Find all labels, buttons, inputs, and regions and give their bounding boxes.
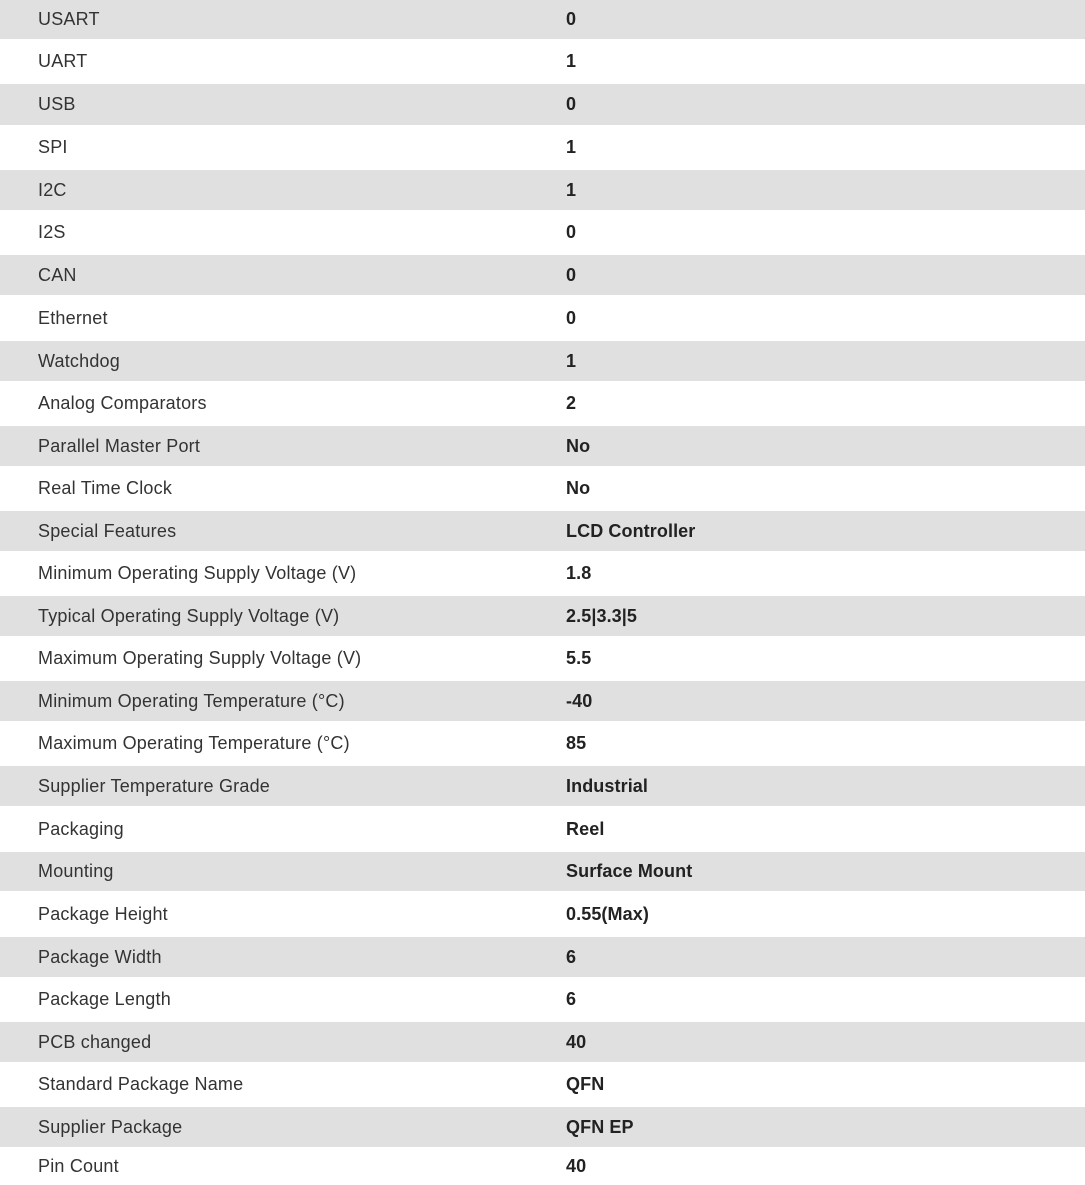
spec-label: Real Time Clock — [38, 478, 173, 498]
table-row — [0, 210, 1085, 255]
spec-label: Supplier Package — [38, 1116, 183, 1137]
table-row — [0, 1107, 1085, 1147]
spec-label: UART — [38, 51, 88, 71]
spec-label: Analog Comparators — [38, 393, 207, 413]
spec-label: I2C — [38, 179, 67, 200]
spec-label: Maximum Operating Supply Voltage (V) — [38, 648, 362, 668]
spec-label: I2S — [38, 222, 66, 242]
spec-value: 0 — [566, 94, 577, 114]
spec-value: 0 — [566, 307, 577, 328]
spec-label: Maximum Operating Temperature (°C) — [38, 733, 350, 753]
table-row — [0, 125, 1085, 170]
spec-label: Package Length — [38, 989, 171, 1009]
table-row — [0, 1147, 1085, 1185]
spec-value: 1 — [566, 350, 577, 371]
table-row — [0, 84, 1085, 125]
spec-value: 1 — [566, 51, 577, 71]
table-row — [0, 170, 1085, 210]
spec-value: 2 — [566, 393, 577, 413]
table-row — [0, 255, 1085, 295]
table-row — [0, 636, 1085, 681]
spec-value: Reel — [566, 818, 605, 839]
spec-value: LCD Controller — [566, 520, 696, 541]
spec-label: PCB changed — [38, 1031, 152, 1052]
spec-value: 0 — [566, 222, 577, 242]
table-row — [0, 1022, 1085, 1062]
spec-value: QFN — [566, 1074, 605, 1094]
spec-label: Minimum Operating Temperature (°C) — [38, 690, 345, 711]
spec-value: 1 — [566, 179, 577, 200]
spec-label: Mounting — [38, 861, 114, 881]
spec-label: Parallel Master Port — [38, 435, 201, 456]
spec-value: 6 — [566, 946, 577, 967]
table-row — [0, 937, 1085, 977]
spec-value: 0.55(Max) — [566, 903, 649, 924]
spec-label: Package Width — [38, 946, 162, 967]
table-row — [0, 977, 1085, 1022]
spec-label: Watchdog — [38, 350, 120, 371]
spec-label: USB — [38, 94, 76, 114]
spec-value: QFN EP — [566, 1116, 634, 1137]
spec-value: 2.5|3.3|5 — [566, 605, 638, 626]
spec-value: Industrial — [566, 775, 649, 796]
spec-value: 0 — [566, 9, 577, 29]
spec-value: 85 — [566, 733, 587, 753]
table-row — [0, 0, 1085, 39]
spec-label: Minimum Operating Supply Voltage (V) — [38, 563, 357, 583]
spec-label: Ethernet — [38, 307, 108, 328]
table-row — [0, 721, 1085, 766]
spec-value: 6 — [566, 989, 577, 1009]
spec-value: Surface Mount — [566, 861, 693, 881]
table-row — [0, 39, 1085, 84]
spec-label: Packaging — [38, 818, 124, 839]
spec-value: 40 — [566, 1031, 587, 1052]
table-row — [0, 766, 1085, 806]
table-row — [0, 596, 1085, 636]
table-row — [0, 806, 1085, 852]
table-row — [0, 466, 1085, 511]
table-row — [0, 511, 1085, 551]
spec-value: 40 — [566, 1155, 587, 1176]
table-row — [0, 381, 1085, 426]
spec-label: CAN — [38, 264, 77, 285]
spec-label: Special Features — [38, 520, 177, 541]
spec-label: USART — [38, 9, 100, 29]
table-row — [0, 426, 1085, 466]
table-row — [0, 1062, 1085, 1107]
spec-label: Pin Count — [38, 1155, 119, 1176]
table-row — [0, 295, 1085, 341]
spec-label: Standard Package Name — [38, 1074, 244, 1094]
table-row — [0, 891, 1085, 937]
table-row — [0, 551, 1085, 596]
spec-label: SPI — [38, 137, 68, 157]
spec-value: No — [566, 435, 591, 456]
spec-label: Typical Operating Supply Voltage (V) — [38, 605, 340, 626]
spec-value: 0 — [566, 264, 577, 285]
table-row — [0, 852, 1085, 891]
spec-value: -40 — [566, 690, 593, 711]
spec-value: 1.8 — [566, 563, 592, 583]
table-row — [0, 681, 1085, 721]
spec-label: Package Height — [38, 903, 168, 924]
spec-value: 5.5 — [566, 648, 592, 668]
spec-value: No — [566, 478, 591, 498]
spec-value: 1 — [566, 137, 577, 157]
spec-label: Supplier Temperature Grade — [38, 775, 270, 796]
table-row — [0, 341, 1085, 381]
